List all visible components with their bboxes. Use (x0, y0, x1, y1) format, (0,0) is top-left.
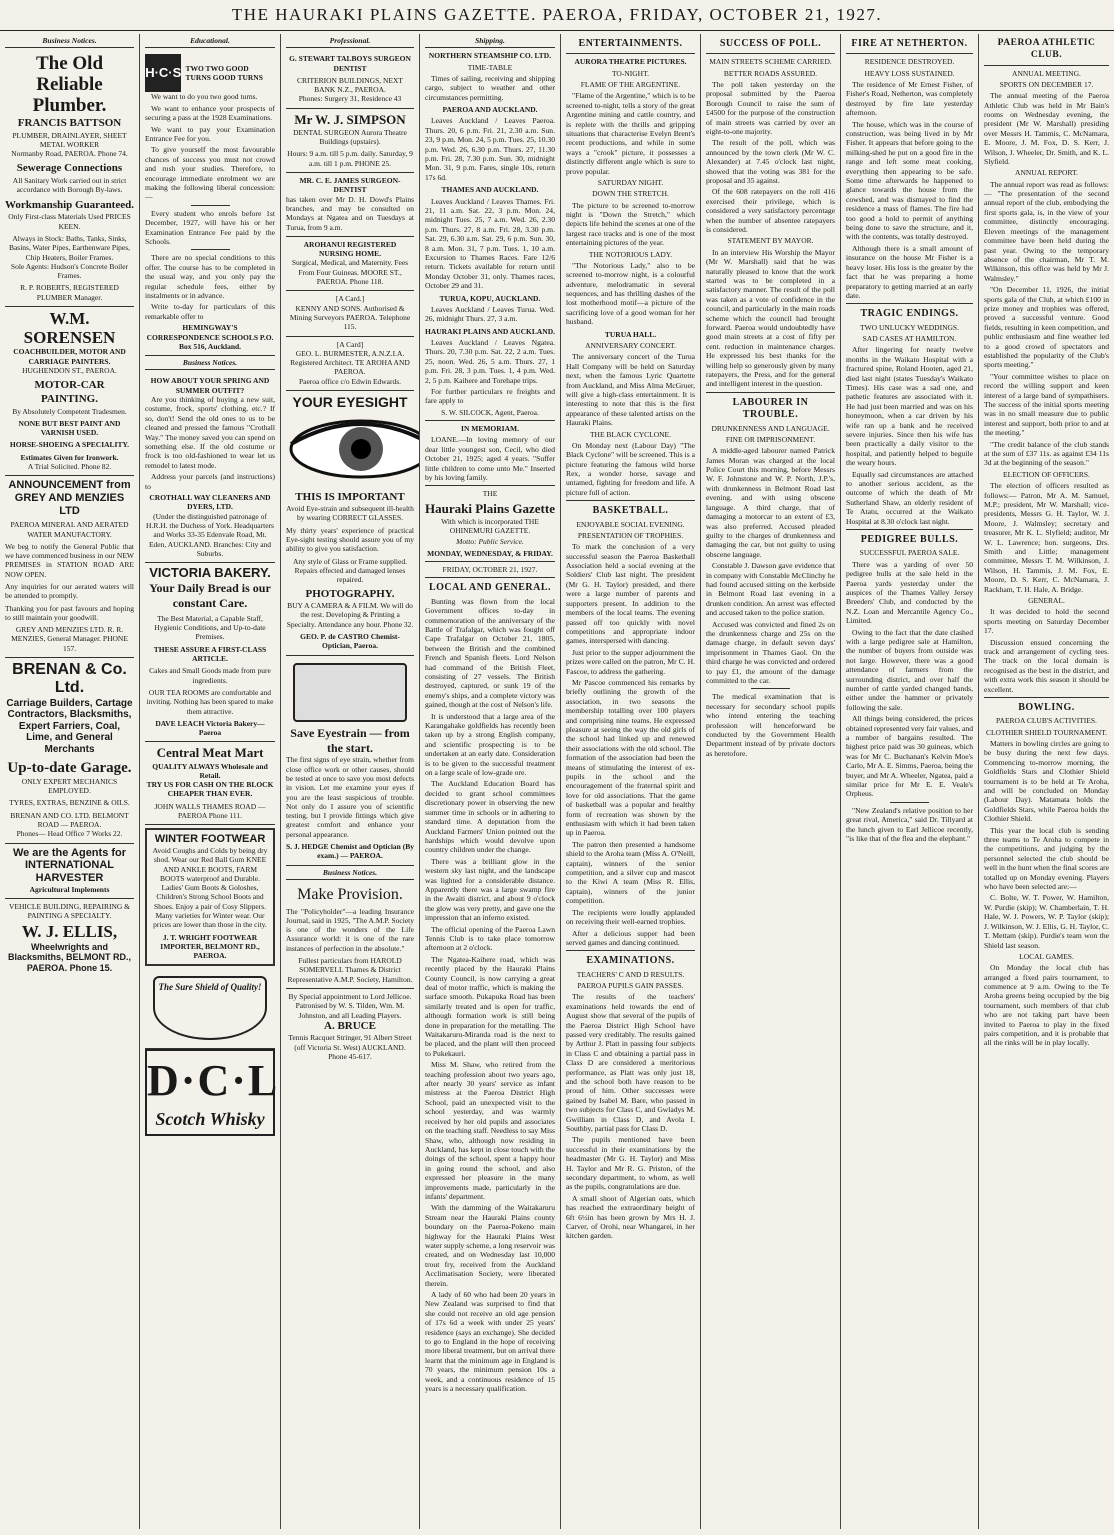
ad-tagline: TWO TWO GOOD TURNS GOOD TURNS (185, 64, 263, 83)
divider (191, 249, 230, 250)
paragraph: The pupils mentioned have been successful in their examinations by the headmaster (Mr G. H. Taylor) and Miss H. Taylor and Mr R. G. Priston, of the secondary department, to whom, as well as the pupils, congratulations are due. (566, 1135, 695, 1192)
subhead: FINE OR IMPRISONMENT. (725, 434, 816, 444)
ad-text: The "Policyholder"—a leading Insurance Journal, said in 1925, "The A.M.P. Society is one of the wonders of the Life Assurance world: it is one of the rare instances of perfection in the absolute." (286, 906, 414, 953)
ad-paragraph: We want to do you two good turns. (151, 92, 258, 102)
section-label: Shipping. (425, 36, 555, 48)
ad-headline: Central Meat Mart (156, 745, 264, 761)
ad-text: Sole Agents: Hudson's Concrete Boiler Frames. (10, 261, 129, 281)
ad-text: Repairs effected and damaged lenses repaired. (294, 565, 406, 585)
divider (984, 65, 1109, 66)
ad-paragraph: Address your parcels (and instructions) to (145, 472, 275, 491)
divider (425, 485, 555, 486)
ad-subhead: PHOTOGRAPHY. (305, 587, 395, 600)
column-7 (841, 34, 978, 1529)
meat-mart-ad (145, 742, 275, 825)
paragraph: Owing to the fact that the date clashed with a large pedigree sale at Hamilton, the number of buyers from outside was not large. However, there was a good attendance of farmers from the surrounding district, and over half the number of cattle yarded changed hands, either under the hammer or privately following the sale. (846, 627, 973, 712)
ad-text: A Trial Solicited. Phone 82. (27, 462, 112, 471)
ad-text: DAVE LEACH Victoria Bakery—Paeroa (155, 718, 265, 738)
ad-paragraph: We want to enhance your prospects of securing a pass at the 1928 Examinations. (145, 103, 275, 123)
ad-text: Cakes and Small Goods made from pure ingredients. (149, 666, 271, 685)
ad-paragraph: Write to-day for particulars of this remarkable offer to (145, 302, 275, 321)
ad-text: Avoid Coughs and Colds by being dry shod. Wear our Red Ball Gum KNEE AND ANKLE BOOTS, FARM BOOTS waterproof and Durable. Ladies' Gum Boots & Goloshes, Children's Strong School Boots and Shoes. Enjoy a pair of Cosy Slippers. Many varieties for Winter wear. Our prices are lower than those in the city. (152, 845, 268, 930)
paragraph: The picture to be screened to-morrow night is "Down the Stretch," which depicts life behind the scenes at one of the largest race tracks and is one of the most entertaining pictures of the year. (566, 200, 695, 248)
nameplate-the: THE (482, 489, 498, 499)
subhead: DOWN THE STRETCH. (592, 189, 669, 199)
hcs-logo: H·C·S (145, 54, 181, 92)
hedge-ad (286, 656, 414, 866)
divider (191, 205, 230, 206)
ad-text: Tennis Racquet Stringer, 91 Albert Street (off Victoria St. West) AUCKLAND. Phone 45-617. (288, 1033, 412, 1062)
shield-icon (153, 976, 267, 1040)
paragraph: Equally sad circumstances are attached to another serious accident, as the outcome of which the death of Mr Sutherland Shaw, an elderly resident of Te Atatu, occurred at the Waikato Hospital at 8.30 o'clock last night. (846, 469, 973, 526)
ad-text: My thirty years' experience of practical Eye-sight testing should assure you of my ability to give you satisfaction. (286, 525, 414, 554)
route-times: Leaves Auckland / Leaves Thames. Fri. 21, 11 a.m. Sat. 22, 3 p.m. Mon. 24, midnight Tues. 25, 7 a.m. Wed. 26, 2.30 p.m. Thurs. 27, 8 a.m. Fri. 28, 3.30 p.m. Sat. 29, 6.30 a.m. Sat. 29, 6 p.m. Sun. 30, 8 a.m. Mon. 31, 7 p.m. Tues. 1, 10 a.m. Excursion to Thames Races. Fare 12/6 return. Tickets available for return until Monday October 31, only. Thames races, October 29 and 31. (425, 196, 555, 291)
crothall-ad (145, 373, 275, 563)
ad-text: Surgical, Medical, and Maternity. Fees From Four Guineas. MOORE ST., PAEROA. Phone 118. (291, 258, 409, 287)
paragraph: All things being considered, the prices obtained represented very fair values, and a number of bargains resulted. The highest price paid was 30 guineas, which was for Mr C. Buchanan's Kelvin Moe's Carlo, Mr A. E. Simms, Paeroa, being the buyer, and Mr A. Wheeler, Ngatea, paid a similar price for Mr E. E. Veale's Orpheus. (846, 714, 973, 799)
divider (751, 688, 790, 689)
subhead: TO-NIGHT. (611, 68, 649, 78)
ad-text: Any inquiries for our aerated waters will be attended to promptly. (5, 582, 134, 601)
ad-text: All Sanitary Work carried out in strict accordance with Borough By-laws. (12, 176, 127, 195)
route-head: PAEROA AND AUCKLAND. (442, 105, 538, 115)
ad-subhead: Workmanship Guaranteed. (5, 198, 134, 211)
ad-headline: HOW ABOUT YOUR SPRING AND SUMMER OUTFIT? (150, 376, 270, 395)
subhead: AURORA THEATRE PICTURES. (574, 57, 687, 67)
route-head: TURUA, KOPU, AUCKLAND. (439, 293, 541, 303)
divider (706, 392, 835, 393)
ad-text: NONE BUT BEST PAINT AND VARNISH USED. (18, 418, 121, 438)
victoria-bakery-ad (145, 563, 275, 742)
dateline: FRIDAY, OCTOBER 21, 1927. (442, 565, 538, 575)
headline: PAEROA ATHLETIC CLUB. (997, 38, 1096, 60)
ad-text: J. T. WRIGHT FOOTWEAR IMPORTER, BELMONT RD., PAEROA. (160, 932, 260, 961)
paragraph: The results of the teachers' examinations held towards the end of August show that several of the pupils of the Paeroa District High School have passed very creditably. The results gained by Arthur J. Platt in passing four subjects in Class C and obtaining a partial pass in Class D are considered a meritorious performance, as Platt was only just 18, and the school both have reason to be proud of him. Other successes were gained by Isabel M. Bare, who passed in two subjects for Class C, and Gwladys M. Gwilliam in Class D, and Avola I. Southby, partial pass for Class D. (566, 992, 695, 1133)
subhead: TWO UNLUCKY WEDDINGS. (860, 322, 959, 332)
ad-text: The Sure Shield of Quality! (158, 981, 262, 992)
subhead: TURUA HALL. (604, 329, 657, 339)
ad-text: [A Card] (336, 339, 364, 349)
paragraph: The residence of Mr Ernest Fisher, of Fisher's Road, Netherton, was completely destroyed by fire late yesterday afternoon. (846, 79, 973, 118)
paragraph: After lingering for nearly twelve months in the Waikato Hospital with a fractured spine, Roland Hooten, aged 21, died last night (states Tuesday's Waikato Times). His case was a sad one, and pathetic features are associated with it. He had just been married and was on his honeymoon, when a car driven by his wife ran up a bank and he received severe injuries. Since then his wife has been practically a daily visitor to the hospital, and patiently helped to beguile the weary hours. (846, 345, 973, 468)
section-label: Business Notices. (5, 36, 134, 48)
divider (425, 577, 555, 578)
glasses-illustration (293, 663, 407, 722)
paragraph: A middle-aged labourer named Patrick James Moran was charged at the local Police Court this morning, before Messrs W. F. Johnstone and W. P. North, J.P.'s, with drunkenness in Belmont Road last evening, and with using obscene language. A third charge, that of damaging a motorcar to an extent of £3, was also preferred. Accused pleaded guilty to the charges of drunkenness and damaging the car, but not guilty to using obscene language. (706, 446, 835, 559)
subhead: ANNUAL MEETING. (1012, 68, 1081, 78)
paragraph: Times of sailing, receiving and shipping cargo, subject to weather and other circumstances permitting. (425, 73, 555, 102)
ad-text: THESE ASSURE A FIRST-CLASS ARTICLE. (153, 644, 267, 664)
ad-text: TYRES, EXTRAS, BENZINE & OILS. (9, 798, 130, 808)
ad-headline: A. BRUCE (324, 1019, 376, 1032)
ad-text: DENTAL SURGEON Aurora Theatre Buildings (upstairs). (293, 127, 407, 147)
ad-headline: YOUR EYESIGHT (292, 394, 408, 411)
divider (425, 561, 555, 562)
paragraph: The medical examination that is necessary for secondary school pupils who intend entering the teaching profession will henceforward be conducted by the Government Health Department instead of by private doctors as heretofore. (706, 692, 835, 758)
paragraph: A small shoot of Algerian oats, which has reached the extraordinary height of 6ft 6½in has been grown by Mrs H. J. Carver, of Orohi, near Whangarei, in her kitchen garden. (566, 1193, 695, 1241)
ad-text: Any style of Glass or Frame supplied. (293, 556, 407, 566)
subhead: ENJOYABLE SOCIAL EVENING. (576, 519, 685, 529)
ad-text: Carriage Builders, Cartage Contractors, Blacksmiths, Expert Farriers, Coal, Lime, and General Merchants (6, 697, 133, 755)
paragraph: "Flame of the Argentine," which is to be screened to-night, tells a story of the great Argentine mining and cattle country, and is replete with the thrills and gripping situations that characterise Evelyn Brent's recent productions, and while in some ways a "crook" picture, it possesses a distinctly different angle which is sure to prove popular. (566, 91, 695, 176)
divider (984, 697, 1109, 698)
paragraph: "Your committee wishes to place on record the willing support and keen interest of a large band of sympathisers. The success of the initial sports meeting was in no small measure due to public interest and support, both prior to and at the meeting." (984, 371, 1109, 438)
route-head: HAURAKI PLAINS AND AUCKLAND. (425, 326, 556, 336)
paragraph: Just prior to the supper adjournment the prizes were called on the patron, Mr C. H. Fascoe, to address the gathering. (566, 647, 695, 676)
ad-headline: W. J. ELLIS, (21, 922, 118, 942)
paragraph: After a delicious supper had been served games and dancing continued. (566, 928, 695, 947)
headline: FIRE AT NETHERTON. (851, 38, 968, 49)
bruce-ad (286, 989, 414, 1065)
ad-text: HEMINGWAY'S CORRESPONDENCE SCHOOLS P.O. Box 516, Auckland. (146, 323, 274, 351)
ad-text: BRENAN AND CO. LTD. BELMONT ROAD — PAEROA. (10, 810, 129, 830)
kenny-ad (286, 291, 414, 336)
plumber-ad (5, 51, 134, 307)
ad-text: (Under the distinguished patronage of H.R.H. the Duchess of York. Headquarters and Works 33-35 Edenvale Road, Mt. Eden, AUCKLAND. Branches: City and Suburbs. (146, 511, 274, 558)
divider (890, 802, 928, 803)
timetable-label: TIME-TABLE (467, 62, 513, 72)
ad-headline: The Old Reliable Plumber. (32, 53, 107, 117)
headline: PEDIGREE BULLS. (860, 534, 959, 546)
column-5 (561, 34, 700, 1529)
subhead: LOCAL GAMES. (1019, 951, 1074, 961)
paragraph: A lady of 60 who had been 20 years in New Zealand was surprised to find that she could not receive an old age pension of 17s 6d a week with under 25 years' residence (says an exchange). She decided to go to England in the hope of receiving more liberal treatment, but on arrival there learnt that the minimum age in England is 70 years, the minimum pension 10s a week, and a continuous residence of 15 years is a necessary qualification. (425, 1290, 555, 1394)
ad-text: By Special appointment to Lord Jellicoe. Patronised by W. S. Tilden, Wm. M. Johnston, and all Leading Players. (288, 991, 412, 1020)
subhead: ELECTION OF OFFICERS. (1003, 469, 1090, 479)
divider (846, 303, 973, 304)
divider (425, 420, 555, 421)
paragraph: There was a yarding of over 50 pedigree bulls at the sale held in the Paeroa yards yesterday under the auspices of the Thames Valley Jersey Breeders' Club, and conducted by the N.Z. Loan and Mercantile Agency Co., Limited. (846, 559, 973, 626)
nameplate-motto: Motto: Public Service. (456, 537, 524, 547)
ad-text: Wheelwrights and Blacksmiths, BELMONT RD., PAEROA. Phone 15. (7, 942, 132, 973)
paragraph: The poll taken yesterday on the proposal submitted by the Paeroa Borough Council to raise the sum of £4500 for the purpose of the construction of main streets was carried by over an eight-to-one majority. (706, 79, 835, 137)
paragraph: The anniversary concert of the Turua Hall Company will be held on Saturday next, when the famous Lyric Quartette from Auckland, and Miss Alma McGruer, will give a high-class entertainment. It is interesting to note that this is the first appearance of these talented artists on the Hauraki Plains. (566, 352, 695, 428)
ad-headline: WINTER FOOTWEAR (154, 833, 266, 846)
subhead: HEAVY LOSS SUSTAINED. (864, 68, 955, 78)
section-label: Business Notices. (145, 358, 275, 370)
column-8 (979, 34, 1114, 1529)
ad-text: Only First-class Materials Used PRICES KEEN. (8, 212, 131, 231)
ad-paragraph: We want to pay your Examination Entrance Fee for you. (145, 124, 275, 143)
ad-text: Avoid Eye-strain and subsequent ill-health by wearing CORRECT GLASSES. (286, 504, 414, 523)
simpson-ad (286, 109, 414, 173)
ad-headline: MR. C. E. JAMES SURGEON-DENTIST (299, 176, 401, 195)
headline: LOCAL AND GENERAL. (428, 582, 552, 594)
column-3 (281, 34, 419, 1529)
ad-text: PLUMBER, DRAINLAYER, SHEET METAL WORKER (12, 130, 127, 149)
section-label: Professional. (286, 36, 414, 48)
paragraph: For further particulars re freights and fare apply to (425, 387, 555, 406)
paragraph: Although there is a small amount of insurance on the house Mr Fisher is a heavy loser. His loss is the greater by the fact that he was preparing a home preparatory to getting married at an early date. (846, 243, 973, 300)
footwear-ad (145, 828, 275, 965)
paragraph: C. Bolte, W. T. Power, W. Hamilton, W. Purdie (skip); W. Chamberlain, T. H. Hale, W. J. Powers, W. P. Taylor (skip); J. Wilkinson, W. J. Ellis, G. H. Taylor, C. T. Mettam (skip). Purdie's team won the Shield last season. (984, 893, 1109, 950)
ad-text: R. P. ROBERTS, REGISTERED PLUMBER Manager. (20, 283, 119, 302)
ad-text: BUY A CAMERA & A FILM. We will do the rest. Developing & Printing a Specialty. Attendance any hour. Phone 32. (286, 601, 414, 629)
paragraph: On Monday next (Labour Day) "The Black Cyclone" will be screened. This is a picture featuring the famous wild horse Rex, a wonder horse, savage and untamed, fighting for freedom and life. A picture full of action. (566, 440, 695, 497)
ellis-ad (5, 899, 134, 977)
amp-ad (286, 883, 414, 989)
subhead: RESIDENCE DESTROYED. (864, 57, 955, 67)
ad-name: FRANCIS BATTSON (17, 116, 122, 129)
headline: TRAGIC ENDINGS. (860, 308, 959, 320)
ad-paragraph: To give yourself the most favourable chances of success you must not crowd and rush your studies. Therefore, to encourage immediate enrolment we are making the following liberal concession:— (145, 145, 275, 202)
burmester-ad (286, 337, 414, 391)
paragraph: The result of the poll, which was announced by the town clerk (Mr W. C. Alexander) at 7.45 o'clock last night, showed that the voting was 381 for the proposal and 35 against. (706, 138, 835, 186)
paragraph: It is understood that a large area of the Karangahake goldfields has recently been taken up by a strong English company, and scientific prospecting is to be undertaken at an early date. Consideration is to be given to the successful treatment on a large scale of low-grade ore. (425, 711, 555, 778)
subhead: BETTER ROADS ASSURED. (723, 68, 818, 78)
ad-text: QUALITY ALWAYS Wholesale and Retail. (152, 761, 268, 780)
ad-headline: G. STEWART TALBOYS SURGEON DENTIST (289, 54, 411, 73)
brenan-ad (5, 658, 134, 844)
paragraph: To mark the conclusion of a very successful season the Paeroa Basketball Association held a social evening at the Soldiers' Club last night. The president (Mr G. H. Taylor) presided, and there were a large number of parents and supporters present. In addition to the members of the local teams. The evening passed off too quickly with novel competitions and appropriate indoor games, interspersed with dancing. (566, 542, 695, 646)
paragraph: Accused was convicted and fined 2s on the drunkenness charge and 25s on the damage charge, in default seven days' imprisonment in Thames Gaol. On the third charge he was convicted and ordered to pay £1, the amount of the damage committed to the car. (706, 619, 835, 685)
ad-subhead: Your Daily Bread is our constant Care. (149, 581, 271, 610)
ad-subhead: Sewerage Connections (16, 162, 123, 175)
paragraph: The Auckland Education Board has decided to grant school committees discretionary power in observing the new summer time in schools or in adhering to standard time. A deputation from the Auckland Farmers' Union pointed out the hardships which would devolve upon country children under the change. (425, 779, 555, 855)
paragraph: With the damming of the Waitakaruru Stream near the Hauraki Plains county boundary on the Paeroa-Pokeno main highway for the Hauraki Plains West water supply scheme, a long reservoir was created, and on Wednesday last 10,000 trout fry, received from the Auckland Acclimatisation Society, were liberated therein. (425, 1203, 555, 1288)
subhead: SATURDAY NIGHT. (597, 177, 664, 187)
ad-text: GEO. L. BURMESTER, A.N.Z.I.A. Registered Architect. TE AROHA AND PAEROA. (290, 348, 410, 377)
paragraph: The official opening of the Paeroa Lawn Tennis Club is to take place tomorrow afternoon at 2 o'clock. (425, 924, 555, 953)
shield-ad (145, 969, 275, 1049)
ad-text: CRITERION BUILDINGS, NEXT BANK N.Z., PAEROA. (296, 75, 404, 95)
ad-text: [A Card.] (335, 294, 365, 304)
paragraph: "On December 11, 1926, the initial sports gala of the Club, at which £100 in prize money and trophies was offered, proved a successful venture. Good fields, resulting in keen competition, and public enthusiasm and fine weather led to a good crowd of spectators and established the popularity of the Club's sports meeting." (984, 285, 1109, 370)
column-4 (420, 34, 560, 1529)
paragraph: Miss M. Shaw, who retired from the teaching profession about two years ago, after nearly 30 years' service as infant mistress at the Paeroa District High School, paid an unexpected visit to the school yesterday, and was warmly received by her old pupils and associates on the teaching staff. Needless to say Miss Shaw, who, although now residing in Auckland, has kept in close touch with the doings of the school, spent a happy hour in going round the school, and also expressed her pleasure in the many improvements made, particularly in the infants' department. (425, 1060, 555, 1201)
headline: BASKETBALL. (592, 505, 669, 517)
route-head: THAMES AND AUCKLAND. (441, 185, 539, 195)
ad-text: Scotch Whisky (155, 1109, 265, 1130)
ad-text: PAEROA MINERAL AND AERATED WATER MANUFACTORY. (10, 520, 129, 539)
ad-text: has taken over Mr D. H. Dowd's Plains branches, and may be consulted on Mondays at Ngatea and on Tuesdays at Turua, from 9 a.m. (286, 194, 414, 232)
ad-text: Estimates Given for Ironwork. (20, 452, 119, 462)
paragraph: The house, which was in the course of construction, was being lived in by Mr Fisher. It appears that before going to the milking-shed he put on a good fire in the range and left some meat cooking, everything then appearing to be safe. Some time afterwards he happened to glance towards the house from the cowshed, and was dismayed to find the residence a mass of flames. The fire had too good a hold to permit of anything being done to save the structure, and it, with the contents, was totally destroyed. (846, 119, 973, 242)
paragraph: The annual meeting of the Paeroa Athletic Club was held in Mr Bain's rooms on Wednesday evening, the president (Mr W. Marshall) presiding over Messrs H. Tammis, C. McNamara, E. Moore, J. M. Fox, D. S. Kerr, J. Wilson, J. Wheeler, Dr. Smith, and K. L. Slyfield. (984, 91, 1109, 166)
ad-text: COACHBUILDER, MOTOR AND CARRIAGE PAINTERS. (13, 347, 126, 366)
divider (566, 500, 695, 501)
ad-subhead: Up-to-date Garage. (7, 760, 132, 777)
nameplate: Hauraki Plains Gazette (425, 500, 555, 516)
subhead: ANNIVERSARY CONCERT. (585, 341, 676, 350)
divider (846, 529, 973, 530)
ad-headline: BRENAN & Co. Ltd. (12, 661, 127, 697)
paragraph: The annual report was read as follows:— "The presentation of the second annual report of the club, embodying the first sports gala, is, in the view of your committee, distinctly encouraging. Eleven meetings of the management committee have been held during the past year. Owing to the temporary absence of the chairman, Mr T. M. Wilkinson, this office was held by Mr J. Walmsley." (984, 179, 1109, 283)
divider (706, 53, 835, 54)
paragraph: The recipients were loudly applauded on receiving their well-earned trophies. (566, 907, 695, 927)
paragraph: "New Zealand's relative position to her great rival, America," said Dr. Tillyard at the lunch given to Earl Jellicoe recently, "is like that of the flea and the elephant." (846, 805, 973, 844)
ad-text: Fullest particulars from HAROLD SOMERVELL Thames & District Representative A.M.P. Society, Hamilton. (287, 956, 413, 984)
column-6 (701, 34, 840, 1529)
ad-text: ONLY EXPERT MECHANICS EMPLOYED. (21, 776, 118, 796)
subhead: PAEROA CLUB'S ACTIVITIES. (996, 716, 1097, 726)
paragraph: The Ngatea-Kaihere road, which was recently placed by the Hauraki Plains County Council, is now carrying a great deal of motor traffic, which is making the surface smooth. Pukapuka Road has been similarly treated and is open for traffic, although formation work is still being done in preparation for the metalling. The Waitakaruru-Miranda road is the next to be placed, and the plant will then proceed to Pukekauri. (425, 954, 555, 1058)
ad-text: Agricultural Implements (29, 884, 110, 894)
subhead: STATEMENT BY MAYOR. (727, 236, 814, 246)
masthead: THE HAURAKI PLAINS GAZETTE. PAEROA, FRIDAY, OCTOBER 21, 1927. (0, 0, 1114, 31)
subhead: SUCCESSFUL PAEROA SALE. (859, 548, 960, 558)
route-times: Leaves Auckland / Leaves Turua. Wed. 26, midnight Thurs. 27, 3 a.m. (425, 304, 555, 324)
ad-headline: Make Provision. (297, 885, 403, 903)
column-2 (140, 34, 280, 1529)
paragraph: Constable J. Dawson gave evidence that in company with Constable McClinchy he had found accused sitting on the kerbside in Belmont Road last evening in a drunken condition. An arrest was effected and accused taken to the police station. (706, 561, 835, 618)
paragraph: There was a brilliant glow in the western sky last night, and the landscape was lighted for a considerable distance. Apparently there was a large swamp fire in the Awaiti district, and about 9 o'clock the glow was very pretty, and gave one the impression that an inferno existed. (425, 856, 555, 923)
ad-text: JOHN WALLS THAMES ROAD — PAEROA Phone 111. (154, 801, 266, 820)
headline: EXAMINATIONS. (586, 955, 675, 967)
ad-headline: ANNOUNCEMENT from GREY AND MENZIES LTD (8, 479, 131, 517)
subhead: DRUNKENNESS AND LANGUAGE. (711, 423, 830, 433)
ad-text: Always in Stock: Baths, Tanks, Sinks, Basins, Water Pipes, Earthenware Pipes, Chip Heaters, Boiler Frames. (8, 233, 131, 262)
eye-icon (286, 414, 419, 484)
subhead: THE NOTORIOUS LADY. (588, 249, 673, 259)
ad-headline: D·C·L (147, 1055, 280, 1105)
section-label: Business Notices. (286, 868, 414, 880)
subhead: GENERAL. (1028, 596, 1065, 606)
ad-text: OUR TEA ROOMS are comfortable and inviting. Nothing has been spared to make them attractive. (146, 687, 274, 716)
paragraph: Discussion ensued concerning the track and arrangement of cycling tees. The track on the local domain is recognised as the best in the district, and with extra work this season it should be excellent. (984, 637, 1109, 694)
headline: LABOURER IN TROUBLE. (732, 396, 809, 421)
ad-text: S. J. HEDGE Chemist and Optician (By exam.) — PAEROA. (286, 842, 414, 861)
paragraph: Of the 608 ratepayers on the roll 416 exercised their privilege, which is considered a very satisfactory percentage when the number of absentee ratepayers is considered. (706, 187, 835, 235)
ad-text: The Best Material, a Capable Staff, Hygienic Conditions, and Up-to-date Premises. (154, 613, 266, 642)
route-times: Leaves Auckland / Leaves Paeroa. Thurs. 20, 6 p.m. Fri. 21, 2.30 a.m. Sun. 23, 9 p.m. Mon. 24, 5 p.m. Tues. 25, 10.30 p.m. Wed. 26, 6.30 p.m. Thurs. 27, 11.30 p.m. Fri. 28, 7.30 p.m. Sun. 30, midnight Mon. 31, 9 p.m. Fares, single 10s, return 17s 6d. (425, 116, 555, 182)
nameplate-sub: With which is incorporated THE OHINEMURI GAZETTE. (441, 516, 539, 536)
nameplate-days: MONDAY, WEDNESDAY, & FRIDAY. (427, 548, 553, 558)
route-times: Leaves Auckland / Leaves Ngatea. Thurs. 20, 7.30 p.m. Sat. 22, 2 a.m. Tues. 25, noon. Wed. 26, 5 a.m. Thurs. 27, 1 p.m. Fri. 28, 3 p.m. Tues. 1, 4 p.m. Wed. 2, 5 p.m. Kaihere and Torehape trips. (425, 338, 555, 385)
ad-text: We beg to notify the General Public that we have commenced business in our NEW PREMISES in STATION ROAD ARE NOW OPEN. (5, 541, 134, 579)
ad-headline: Mr W. J. SIMPSON (294, 111, 406, 127)
paragraph: Matters in bowling circles are going to be busy during the next few days. Commencing to-morrow morning, the Goldfields Stars and Clothier Shield tournament is to be held at Te Aroha, and will be concluded on Monday (Labour Day). Matamata holds the Goldfields Stars, while Paeroa holds the Clothier Shield. (984, 738, 1109, 824)
ad-text: The first signs of eye strain, whether from close office work or other causes, should be tested at once to save you most defects in vision. Let me examine your eyes if you are the least suspicious of trouble. Not only do I assure you of scientific testing, but I provide fittings which give greatest comfort and enhance your personal appearance. (286, 755, 414, 839)
ad-paragraph: There are no special conditions to this offer. The course has to be completed in the usual way, and you only pay the regular schedule fees, either by instalments or in advance. (145, 253, 275, 301)
paragraph: "The Notorious Lady," also to be screened to-morrow night, is a colourful adventure, melodramatic in several sequences, and has thrilling dashes of the lost motherhood motif—a picture of the sacrificing love of a good woman for her husband. (566, 260, 695, 327)
ad-text: VEHICLE BUILDING, REPAIRING & PAINTING A SPECIALTY. (9, 901, 130, 921)
headline: IN MEMORIAM. (461, 424, 519, 434)
ad-text: Phones— Head Office 7 Works 22. (16, 829, 123, 839)
shipping-company: NORTHERN STEAMSHIP CO. LTD. (428, 51, 552, 61)
headline: SUCCESS OF POLL. (719, 38, 822, 49)
divider (566, 53, 695, 54)
ad-subhead: THIS IS IMPORTANT (295, 490, 405, 503)
headline: ENTERTAINMENTS. (578, 38, 683, 49)
subhead: PAEROA PUPILS GAIN PASSES. (577, 981, 684, 991)
sorensen-ad (5, 307, 134, 476)
ad-text: HUGHENDON ST., PAEROA. (22, 365, 117, 375)
ad-headline: We are the Agents for INTERNATIONAL HARVESTER (12, 846, 127, 884)
subhead: ANNUAL REPORT. (1015, 168, 1078, 178)
subhead: PRESENTATION OF TROPHIES. (577, 530, 684, 540)
paragraph: Bunting was flown from the local Government offices to-day in commemoration of the anniversary of the Battle of Trafalgar, which was fought off Cape Trafalgar on October 21, 1805, between the British and the combined French and Spanish fleets. Lord Nelson had command of the British Fleet, consisting of 27 vessels. The British destroyed, captured, or sunk 19 of the enemy's ships, and a complete victory was gained, though at the cost of Nelson's life. (425, 596, 555, 710)
divider (566, 950, 695, 951)
paragraph: This year the local club is sending three teams to Te Aroha to compete in the competitions, and judging by the personnel selected the club should be well in the hunt when the final scores are totalled up on Monday evening. Players who have been selected are:— (984, 825, 1109, 892)
ad-headline: W.M. SORENSEN (23, 309, 116, 347)
subhead: TEACHERS' C AND D RESULTS. (576, 969, 685, 979)
agent: S. W. SILCOCK, Agent, Paeroa. (441, 407, 539, 417)
ad-text: GEO. P. de CASTRO Chemist-Optician, Paeroa. (300, 632, 400, 651)
paragraph: Mr Pascoe commenced his remarks by briefly outlining the growth of the association, in two seasons the membership totalling over 100 players and comprising nine teams. He expressed pleasure at seeing the way the old girls of the school had linked up and renewed their associations with the old school. The formation of the association had been the means of stimulating the interest of ex-pupils in the school and the encouragement of the fraternal spirit and love for old associations. That the game of basketball was a popular and healthy form of recreation was shown by the enthusiasm with which it had been taken up in Paeroa. (566, 677, 695, 838)
paragraph: The election of officers resulted as follows:— Patron, Mr A. M. Samuel, M.P.; president, Mr W. Marshall; vice-presidents, Messrs G. H. Taylor, W. J. Moore, J. Walmsley; secretary and treasurer, Mr K. L. Slyfield; auditor, Mr W. L. Lawrence; hon. surgeons, Drs. Smith and Little; management committee, Messrs T. M. Wilkinson, J. Wilson, H. Tammis, J. M. Fox, E. Moore, D. S. Kerr, C. McNamara, J. Rackham, T. H. Hale, A. Bridge. (984, 481, 1109, 594)
paragraph: LOANE.—In loving memory of our dear little youngest son, Cecil, who died October 21, 1925; aged 4 years. "Suffer little children to come unto Me." Inserted by his loving family. (425, 435, 555, 483)
ad-text: Normanby Road, PAEROA. Phone 74. (11, 149, 128, 159)
subhead: FLAME OF THE ARGENTINE. (580, 79, 681, 89)
dcl-ad (145, 1049, 280, 1137)
ad-text: CROTHALL WAY CLEANERS AND DYERS, LTD. (149, 493, 271, 512)
ad-text: Phones: Surgery 31, Residence 43 (298, 94, 402, 104)
talboys-ad (286, 51, 414, 108)
ad-text: TRY US FOR CASH ON THE BLOCK CHEAPER THAN EVER. (146, 780, 274, 799)
ad-paragraph: Are you thinking of buying a new suit, costume, frock, sports' clothing, etc.? If so, don't! Send the old ones to us to be cleaned and pressed the famous "Crothall Way." The money saved you can spend on something else. If the old costume or frock is too old-fashioned to wear let us remodel to latest mode. (145, 395, 275, 470)
ad-text: HORSE-SHOEING A SPECIALITY. (9, 440, 130, 450)
ad-subhead: MOTOR-CAR PAINTING. (34, 379, 105, 405)
harvester-ad (5, 844, 134, 899)
ad-text: Paeroa office c/o Edwin Edwards. (298, 376, 402, 386)
paragraph: It was decided to hold the second sports meeting on Saturday December 17. (984, 607, 1109, 636)
arohanui-ad (286, 237, 414, 291)
ad-text: Hours: 9 a.m. till 5 p.m. daily. Saturday, 9 a.m. till 1 p.m. PHONE 25. (287, 149, 413, 168)
ad-text: GREY AND MENZIES LTD. R. R. MENZIES, General Manager. PHONE 157. (11, 625, 128, 653)
column-1 (0, 34, 139, 1529)
ad-paragraph: Every student who enrols before 1st December, 1927, will have his or her Examination Entrance Fee paid by the Schools. (145, 208, 275, 246)
subhead: SAD CASES AT HAMILTON. (862, 334, 957, 344)
ad-text: Thanking you for past favours and hoping to still maintain your goodwill. (5, 603, 134, 622)
subhead: SPORTS ON DECEMBER 17. (999, 79, 1094, 89)
ad-text: KENNY AND SONS. Authorised & Mining Surveyors PAEROA. Telephone 115. (289, 303, 411, 332)
paragraph: In an interview His Worship the Mayor (Mr W. Marshall) said that he was naturally pleased to know that the work started was to be completed in a satisfactory manner. The result of the poll was taken as a vote of confidence in the council, and particularly in the main roads scheme which the council had brought forward. Paeroa would undoubtedly have good main streets at a cost of fifty per cent. reduction in maintenance charges. He expressed his best thanks for the willing help so generously given by many ratepayers, the Press, and for the general and intelligent interest in the question. (706, 247, 835, 389)
subhead: CLOTHIER SHIELD TOURNAMENT. (985, 727, 1108, 737)
ad-headline: VICTORIA BAKERY. (149, 565, 271, 581)
divider (846, 53, 973, 54)
section-label: Educational. (145, 36, 275, 48)
paragraph: The patron then presented a handsome shield to the Aroha team (Miss A. O'Neill, captain), winners of the senior competition, and a silver cup and mascot to the Kiwi A team (Miss R. Ellis, captain), winners of the junior competition. (566, 839, 695, 906)
subhead: THE BLACK CYCLONE. (589, 429, 672, 439)
paragraph: On Monday the local club has arranged a fixed pairs tournament, to commence at 9 a.m. Owing to the Te Aroha greens being occupied by the big tournament, such members of that club who are not taking part have been invited to Paeroa to play in the fixed pairs competition, and it is probable that all the rinks will be in play locally. (984, 963, 1109, 1048)
paragraph: "The credit balance of the club stands at the sum of £37 11s. as against £34 11s 3d at the beginning of the season." (984, 439, 1109, 468)
castro-ad (286, 391, 414, 656)
ad-text: By Absolutely Competent Tradesmen. (12, 406, 127, 416)
ad-headline: Save Eyestrain — from the start. (290, 725, 410, 755)
grey-menzies-ad (5, 476, 134, 658)
hemingway-ad (145, 51, 275, 356)
james-ad (286, 173, 414, 237)
headline: BOWLING. (1018, 701, 1075, 713)
ad-headline: AROHANUI REGISTERED NURSING HOME. (303, 239, 397, 259)
subhead: MAIN STREETS SCHEME CARRIED. (709, 57, 832, 67)
